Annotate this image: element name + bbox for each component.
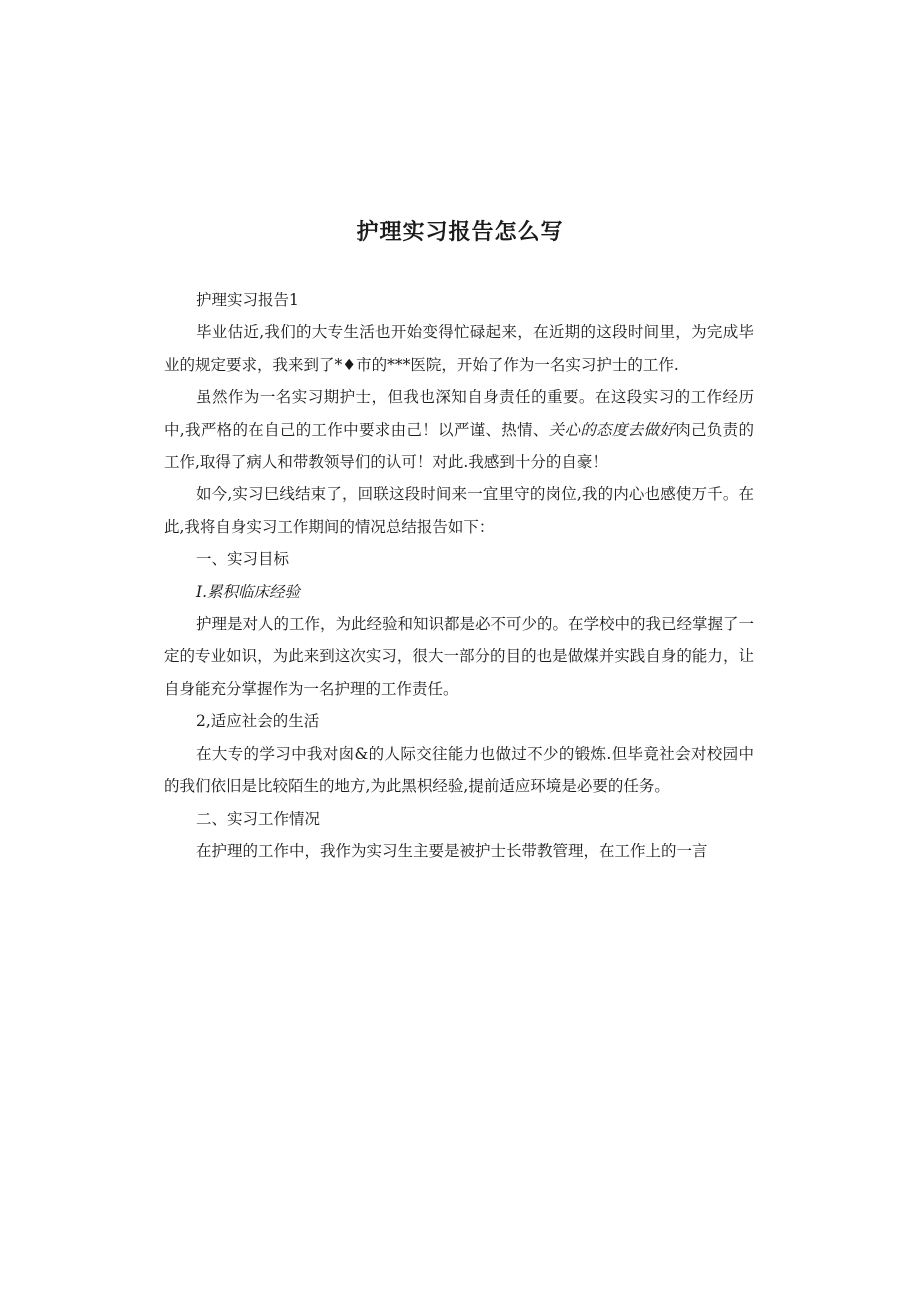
section-heading-work: 二、实习工作情况	[196, 809, 321, 828]
paragraph-clinical-experience: 护理是对人的工作，为此经验和知识都是必不可少的。在学校中的我已经掌握了一定的专业如识，为此来到这次实习，很大一部分的目的也是做煤并实践自身的能力，让自身能充分掌握作为一名护理的工作责任。	[164, 615, 755, 698]
section-heading-goals: 一、实习目标	[196, 550, 290, 569]
paragraph-social-adaptation: 在大专的学习中我对囱&的人际交往能力也做过不少的锻炼.但毕竟社会对校园中的我们依旧是比较陌生的地方,为此黑枳经验,提前适应环境是必要的任务。	[164, 744, 754, 796]
document-title: 护理实习报告怎么写	[356, 220, 564, 245]
subheading-clinical-experience: I.累积临床经验	[196, 582, 301, 601]
report-label: 护理实习报告1	[196, 291, 299, 309]
paragraph-responsibility	[164, 381, 754, 478]
subheading-social-adaptation: 2,适应社会的生活	[196, 712, 320, 731]
paragraph-work: 在护理的工作中，我作为实习生主要是被护士长带教管理，在工作上的一言	[196, 841, 708, 860]
paragraph-graduation: 毕业估近,我们的大专生活也开始变得忙碌起来，在近期的这段时间里，为完成毕业的规定要求，我来到了*♦市的***医院，开始了作为一名实习护士的工作.	[164, 323, 754, 374]
paragraph-responsibility-italic: 关心的态度去做好	[548, 420, 676, 439]
paragraph-responsibility-part-2: 肉己负责的工作,取得了病人和带教领导们的认可！对此.我感到十分的自豪！	[164, 420, 754, 472]
paragraph-responsibility-part-1: 虽然作为一名实习期护士，但我也深知自身责任的重要。在这段实习的工作经历中,我严格的在自己的工作中要求由己！以严谨、热情、	[164, 388, 754, 439]
document-body	[164, 284, 754, 867]
paragraph-summary-intro: 如今,实习巳线结束了，回联这段时间来一宜里守的岗位,我的内心也感使万千。在此,我将自身实习工作期间的情况总结报告如下：	[164, 485, 754, 536]
